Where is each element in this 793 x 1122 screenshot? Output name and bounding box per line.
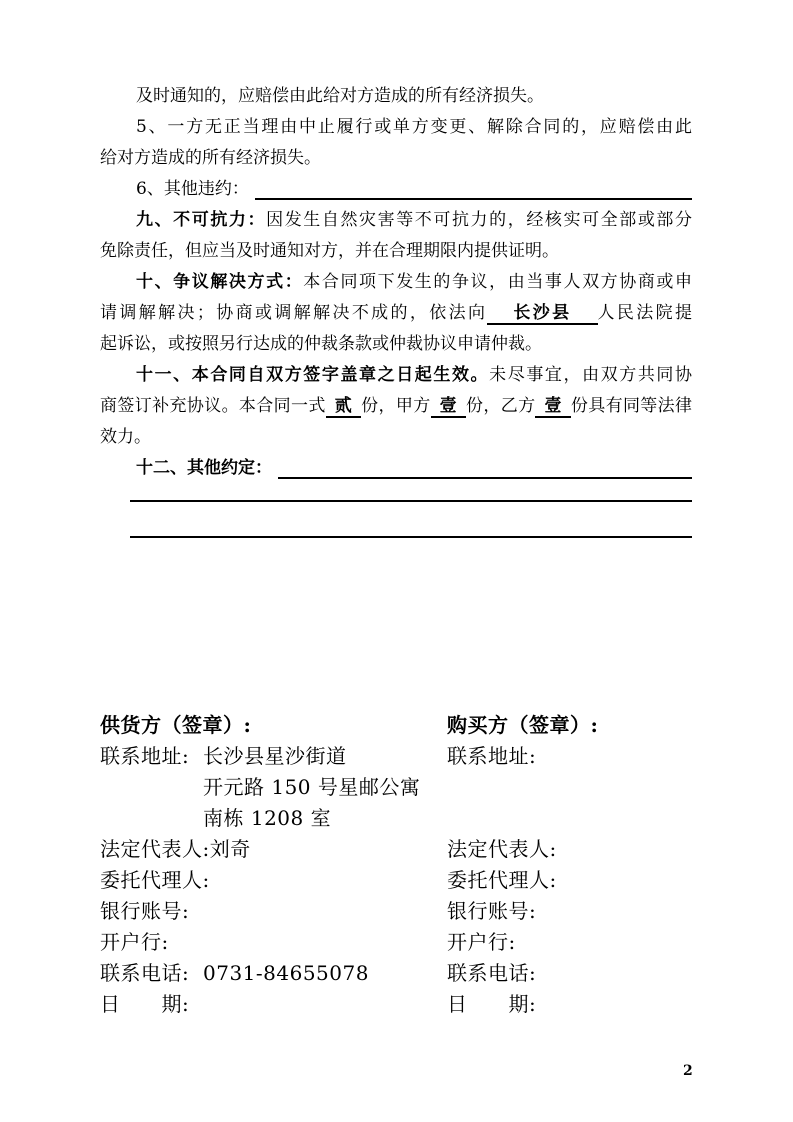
sig-label: 法定代表人: xyxy=(447,837,557,861)
sig-row xyxy=(100,803,447,834)
blank-underline-field[interactable] xyxy=(130,484,692,502)
contract-line xyxy=(100,298,692,329)
signature-section xyxy=(100,710,692,1020)
contract-line xyxy=(100,422,692,453)
blank-underline-field[interactable] xyxy=(278,453,692,479)
contract-line xyxy=(100,453,692,484)
sig-row xyxy=(447,989,692,1020)
sig-row xyxy=(100,741,447,772)
blank-underline-field[interactable] xyxy=(255,174,692,200)
sig-title: 购买方（签章）: xyxy=(447,713,599,737)
whitespace-spacer xyxy=(100,538,692,710)
sig-label: 联系地址: xyxy=(100,744,190,768)
sig-row xyxy=(100,989,447,1020)
text-segment: 给对方造成的所有经济损失。 xyxy=(100,148,321,168)
sig-label: 日 期: xyxy=(100,992,190,1016)
supplier-column xyxy=(100,710,447,1020)
text-segment: 十一、本合同自双方签字盖章之日起生效。 xyxy=(136,365,490,385)
contract-line xyxy=(100,112,692,143)
contract-line xyxy=(100,174,692,205)
sig-row xyxy=(447,772,692,803)
text-segment: 6、其他违约： xyxy=(136,179,249,199)
sig-row xyxy=(100,927,447,958)
sig-row xyxy=(100,834,447,865)
sig-value: 长沙县星沙街道 xyxy=(203,744,347,768)
sig-label: 法定代表人: xyxy=(100,837,210,861)
text-segment: 起诉讼，或按照另行达成的仲裁条款或仲裁协议申请仲裁。 xyxy=(100,334,542,354)
sig-label: 联系地址: xyxy=(447,744,537,768)
contract-line xyxy=(100,236,692,267)
sig-label: 银行账号: xyxy=(100,899,190,923)
sig-value: 0731-84655078 xyxy=(203,961,369,985)
buyer-column xyxy=(447,710,692,1020)
text-segment: 本合同项下发生的争议，由当事人双方协商或申 xyxy=(303,272,693,292)
text-segment: 免除责任，但应当及时通知对方，并在合理期限内提供证明。 xyxy=(100,241,559,261)
text-segment: 份，甲方 xyxy=(361,396,431,416)
text-segment: 十二、其他约定： xyxy=(136,458,272,478)
sig-row xyxy=(447,741,692,772)
contract-line xyxy=(100,360,692,391)
inline-fill-value: 长沙县 xyxy=(487,303,597,325)
contract-line xyxy=(100,143,692,174)
sig-label: 联系电话: xyxy=(447,961,537,985)
text-segment: 商签订补充协议。本合同一式 xyxy=(100,396,326,416)
text-segment: 份具有同等法律 xyxy=(570,396,693,416)
sig-row xyxy=(447,803,692,834)
sig-row xyxy=(100,772,447,803)
sig-row xyxy=(447,927,692,958)
text-segment: 及时通知的，应赔偿由此给对方造成的所有经济损失。 xyxy=(136,86,544,106)
sig-label: 委托代理人: xyxy=(100,868,210,892)
text-segment: 请调解解决；协商或调解解决不成的，依法向 xyxy=(100,303,488,323)
text-segment: 未尽事宜，由双方共同协 xyxy=(489,365,693,385)
sig-value: 刘奇 xyxy=(209,837,251,861)
text-segment: 九、不可抗力： xyxy=(136,210,267,230)
sig-label: 开户行: xyxy=(100,930,169,954)
sig-label: 银行账号: xyxy=(447,899,537,923)
sig-label: 联系电话: xyxy=(100,961,190,985)
text-segment: 十、争议解决方式： xyxy=(136,272,304,292)
sig-row xyxy=(447,958,692,989)
inline-fill-value: 贰 xyxy=(326,396,361,418)
inline-fill-value: 壹 xyxy=(431,396,466,418)
contract-line xyxy=(100,81,692,112)
sig-row xyxy=(447,834,692,865)
sig-row xyxy=(447,896,692,927)
sig-label: 开户行: xyxy=(447,930,516,954)
sig-row xyxy=(447,865,692,896)
blank-underline-field[interactable] xyxy=(130,502,692,538)
sig-label: 日 期: xyxy=(447,992,537,1016)
contract-line xyxy=(100,267,692,298)
document-body xyxy=(100,81,692,1020)
text-segment: 5、一方无正当理由中止履行或单方变更、解除合同的，应赔偿由此 xyxy=(136,117,692,137)
sig-row xyxy=(100,865,447,896)
sig-row xyxy=(100,896,447,927)
sig-label: 委托代理人: xyxy=(447,868,557,892)
text-segment: 份，乙方 xyxy=(466,396,536,416)
page-number: 2 xyxy=(683,1063,693,1079)
sig-value: 开元路 150 号星邮公寓 xyxy=(203,775,421,799)
sig-title: 供货方（签章）: xyxy=(100,713,252,737)
inline-fill-value: 壹 xyxy=(535,396,570,418)
text-segment: 因发生自然灾害等不可抗力的，经核实可全部或部分 xyxy=(266,210,693,230)
sig-row xyxy=(100,958,447,989)
contract-line xyxy=(100,205,692,236)
contract-line xyxy=(100,329,692,360)
text-segment: 效力。 xyxy=(100,427,151,447)
sig-value: 南栋 1208 室 xyxy=(203,806,332,830)
text-segment: 人民法院提 xyxy=(597,303,693,323)
contract-line xyxy=(100,391,692,422)
